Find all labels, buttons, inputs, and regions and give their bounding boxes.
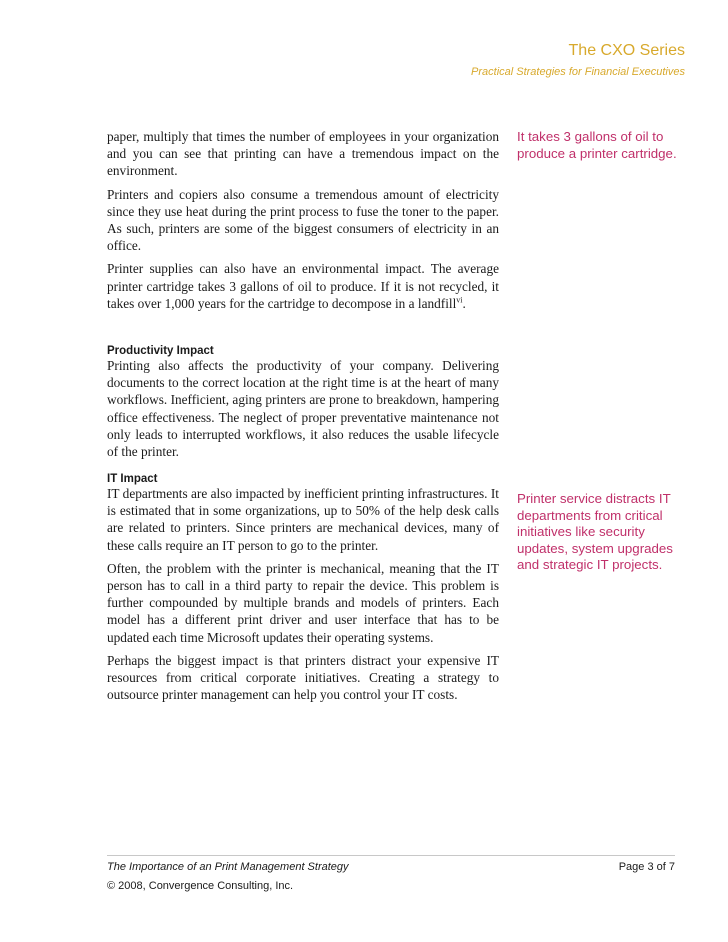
it-heading: IT Impact <box>107 473 158 485</box>
endnote-marker: vi <box>456 295 463 305</box>
paragraph-it-strategy: Perhaps the biggest impact is that printers distract your expensive IT resources from critical corporate initiatives. Creating a strategy to outsource printer management can help you control your IT costs. <box>107 652 499 703</box>
paragraph-electricity: Printers and copiers also consume a tremendous amount of electricity since they use heat during the print process to fuse the toner to the paper. As such, printers are some of the biggest consumers of electricity in an office. <box>107 186 499 254</box>
paragraph-it-mechanical: Often, the problem with the printer is mechanical, meaning that the IT person has to call in a third party to repair the device. This problem is further compounded by multiple brands and models of printers. Each model has a different print driver and user interface that has to be updated each time Microsoft updates their operating systems. <box>107 560 499 645</box>
pull-quote-oil: It takes 3 gallons of oil to produce a printer cartridge. <box>517 129 677 161</box>
series-title: The CXO Series <box>568 42 685 59</box>
series-subtitle: Practical Strategies for Financial Executives <box>471 66 685 78</box>
paragraph-productivity: Printing also affects the productivity of your company. Delivering documents to the correct location at the right time is at the heart of many workflows. Inefficient, aging printers are prone to breakdown, hampering office effectiveness. The neglect of proper preventative maintenance not only leads to interrupted workflows, it also reduces the usable lifecycle of the printer. <box>107 358 499 460</box>
footer-divider <box>107 855 675 856</box>
paragraph-it-helpdesk: IT departments are also impacted by inefficient printing infrastructures. It is estimated that in some organizations, up to 50% of the help desk calls are related to printers. Since printers are mechanical devices, many of these calls require an IT person to go to the printer. <box>107 486 499 553</box>
paragraph-environment-impact: paper, multiply that times the number of employees in your organization and you can see that printing can have a tremendous impact on the environment. <box>107 129 499 179</box>
footer-document-title: The Importance of an Print Management Strategy <box>107 861 349 873</box>
pull-quote-it-service: Printer service distracts IT departments from critical initiatives like security updates, system upgrades and strategic IT projects. <box>517 491 673 573</box>
productivity-heading: Productivity Impact <box>107 345 214 357</box>
footer-page-number: Page 3 of 7 <box>618 861 675 873</box>
paragraph-supplies-text: Printer supplies can also have an environmental impact. The average printer cartridge takes 3 gallons of oil to produce. If it is not recycled, it takes over 1,000 years for the cartridge to decompose in a landfill <box>107 261 499 311</box>
main-column <box>107 128 499 703</box>
paragraph-supplies-end: . <box>462 295 466 311</box>
paragraph-supplies <box>107 260 499 312</box>
environment-section <box>107 128 499 312</box>
footer-copyright: © 2008, Convergence Consulting, Inc. <box>107 880 294 892</box>
it-section <box>107 485 499 709</box>
